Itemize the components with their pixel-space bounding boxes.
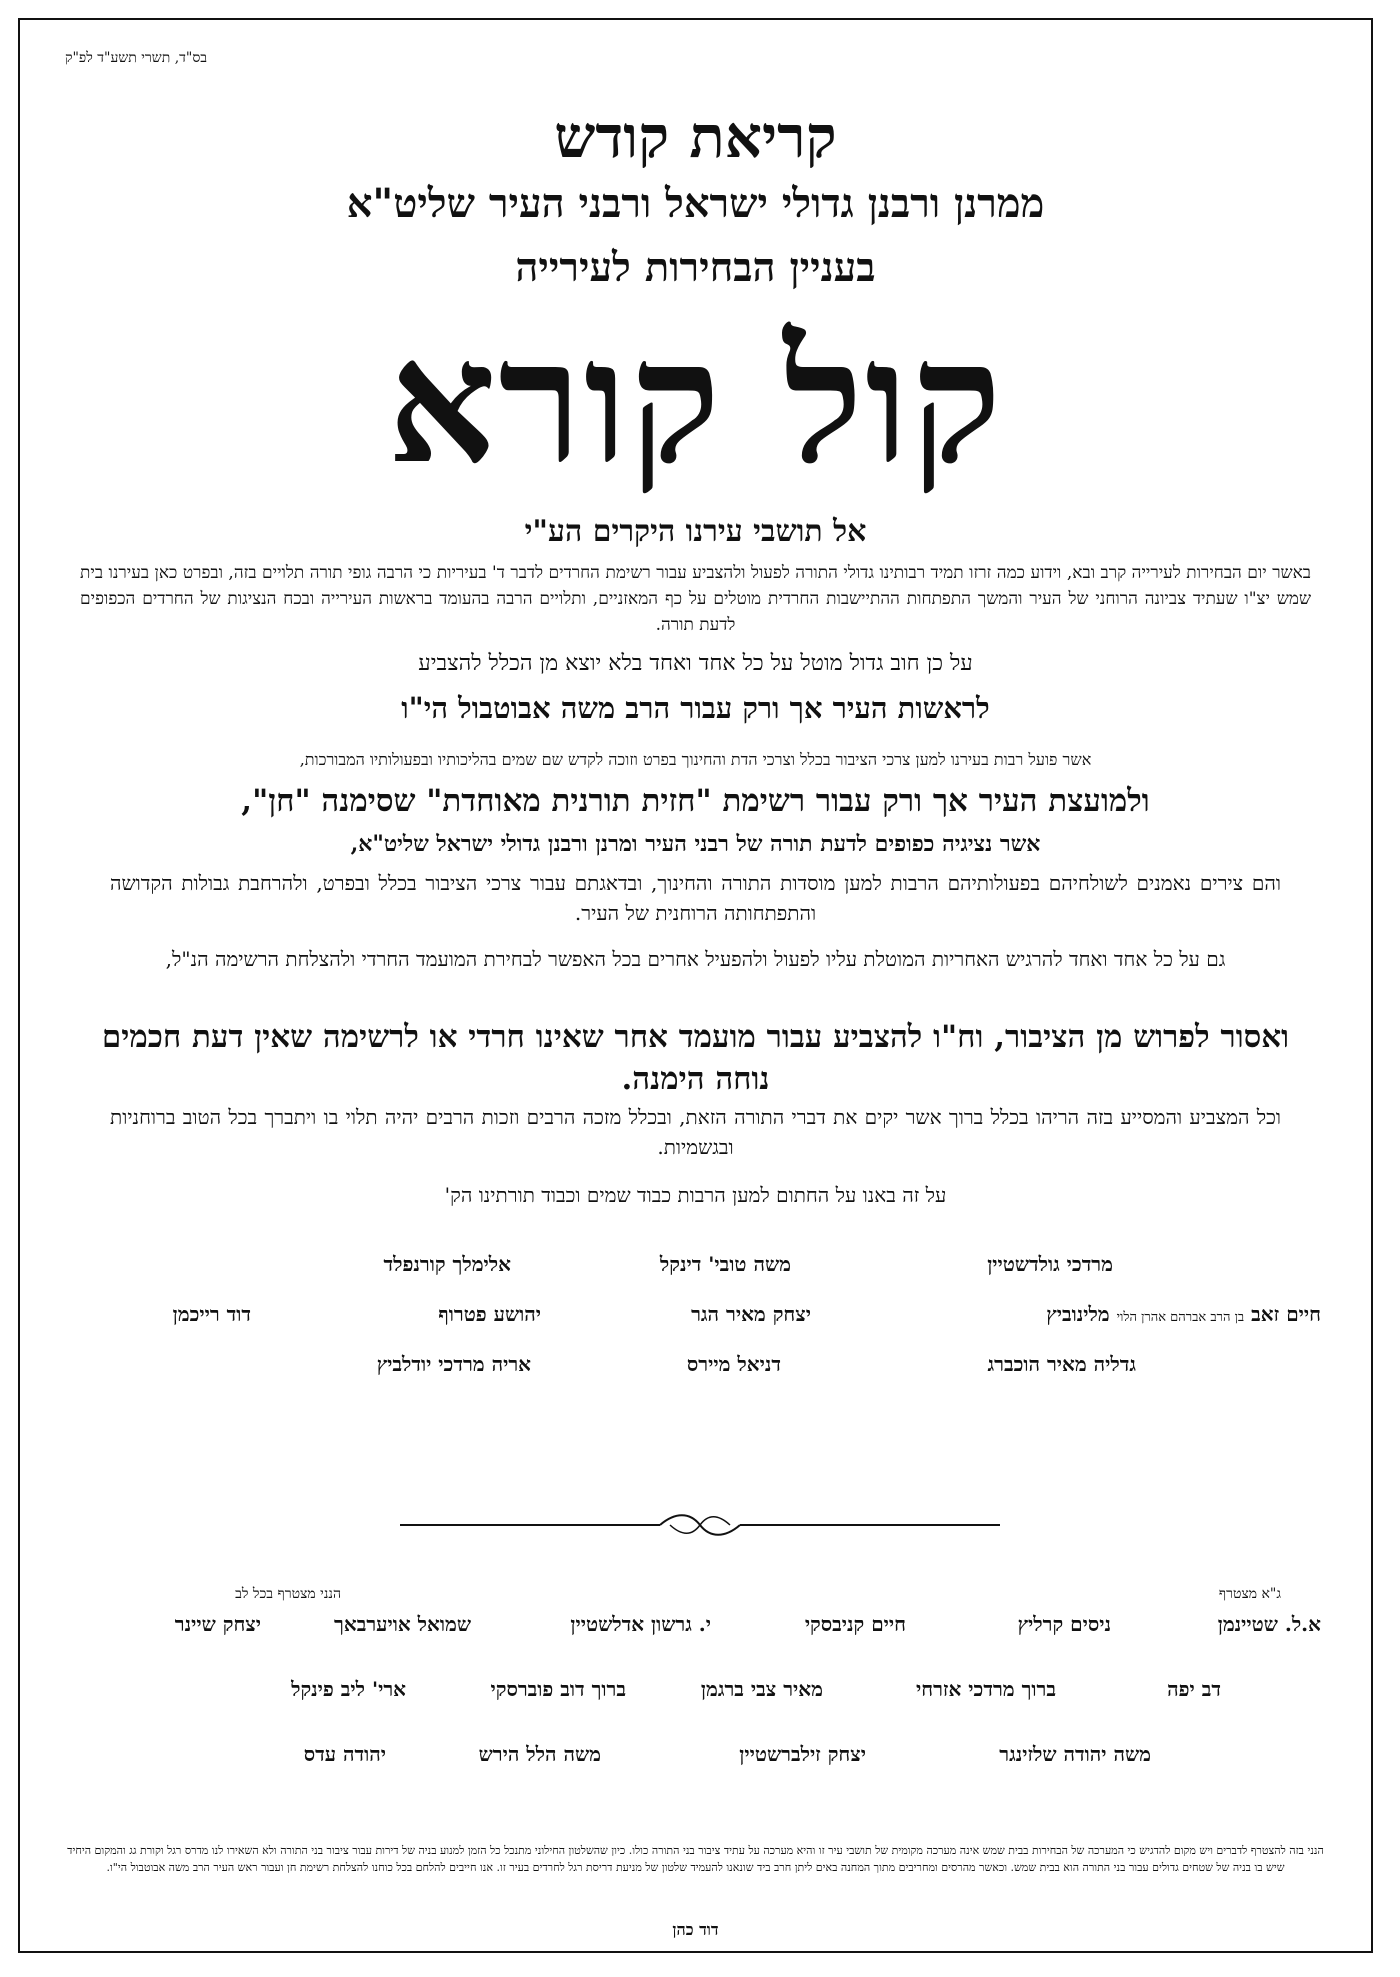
signature: דוד רייכמן [172,1302,251,1326]
signature: משה יהודה שלזינגר [999,1742,1151,1766]
signature: דב יפה [1167,1677,1221,1701]
heading-line-2: ממרנן ורבנן גדולי ישראל ורבני העיר שליט"א [346,180,1045,227]
main-title: קול קורא [387,302,1004,502]
endorsement-note: ג"א מצטרף [1218,1586,1281,1602]
signature: א.ל. שטיינמן [1217,1612,1321,1636]
signature: משה הלל הירש [478,1742,601,1766]
body-paragraph-4: אשר פועל רבות בעירנו למען צרכי הציבור בכלל וצרכי הדת והחינוך בפרט וזוכה לקדש שם שמים בהליכותיו ובפעולותיו המבורכות, [299,750,1092,769]
signature [1046,1302,1321,1327]
body-paragraph-6: אשר נציגיה כפופים לדעת תורה של רבני העיר ומרנן ורבנן גדולי ישראל שליט"א, [350,831,1041,857]
heading-line-3: בעניין הבחירות לעירייה [515,244,876,291]
signature: יהושע פטרוף [438,1302,541,1326]
signature: י. גרשון אדלשטיין [570,1612,711,1636]
signature: יצחק זילברשטיין [739,1742,866,1766]
body-paragraph-7: והם צירים נאמנים לשולחיהם בפעולותיהם הרבות למען מוסדות התורה והחינוך, ובדאגתם עבור צרכי הציבור בכלל ובפרט, ולהרחבת גבולות הקדושה והתפתחותה הרוחנית של העיר. [110,871,1281,925]
ornament-divider [400,1510,1000,1540]
body-paragraph-1: באשר יום הבחירות לעירייה קרב ובא, וידוע כמה זרזו תמיד רבותינו גדולי התורה לפעול ולהצביע עבור רשימת החרדים לדבר ד' בעיריות כי הרבה גופי תורה תלויים בזה, ובפרט כאן בעירנו בית שמש יצ"ו שעתיד צביונה הרוחני של העיר והמשך התפתחות ההתיישבות החרדית מוטלים על כף המאזניים, ותלויים הרבה בהעומד בראשות העירייה ובכח הנציגות של החרדים הכפופים לדעת תורה. [80,563,1311,635]
signature-surname: מלינוביץ [1046,1302,1110,1326]
addressee-line: אל תושבי עירנו היקרים הע"י [524,514,867,549]
signature: דניאל מיירס [686,1352,781,1376]
date-line: בס"ד, תשרי תשע"ד לפ"ק [65,50,208,66]
footer-signature: דוד כהן [672,1920,719,1939]
signature: יצחק שיינר [174,1612,261,1636]
signature: מאיר צבי ברגמן [700,1677,823,1701]
warning-line: ואסור לפרוש מן הציבור, וח"ו להצביע עבור מועמד אחר שאינו חרדי או לרשימה שאין דעת חכמים נוחה הימנה. [101,1019,1290,1097]
body-paragraph-2: על כן חוב גדול מוטל על כל אחד ואחד בלא יוצא מן הכלל להצביע [418,651,973,676]
signature: ניסים קרליץ [1017,1612,1111,1636]
signature: יהודה עדס [303,1742,386,1766]
signature: ארי' ליב פינקל [291,1677,406,1701]
signature-lineage: בן הרב אברהם אהרן הלוי [1116,1310,1245,1325]
endorsement-note: הנני מצטרף בכל לב [235,1586,341,1602]
body-paragraph-10: וכל המצביע והמסייע בזה הריהו בכלל ברוך אשר יקים את דברי התורה הזאת, ובכלל מזכה הרבים וזכות הרבים יהיה תלוי בו ויתברך בכל הטוב ברוחניות ובגשמיות. [110,1105,1281,1159]
signature: משה טובי' דינקל [659,1252,791,1276]
body-paragraph-8: גם על כל אחד ואחד להרגיש האחריות המוטלת עליו לפעול ולהפעיל אחרים בכל האפשר לבחירת המועמד החרדי ולהצלחת הרשימה הנ"ל, [165,947,1226,971]
signature: אריה מרדכי יודלביץ [376,1352,531,1376]
signature: חיים קניבסקי [804,1612,906,1636]
signature: אלימלך קורנפלד [383,1252,511,1276]
signature: ברוך מרדכי אזרחי [916,1677,1056,1701]
signature: מרדכי גולדשטיין [987,1252,1113,1276]
closing-line: על זה באנו על החתום למען הרבות כבוד שמים וכבוד תורתינו הק' [444,1183,947,1207]
heading-line-1: קריאת קודש [554,103,837,171]
signature: יצחק מאיר הגר [691,1302,811,1326]
signature-name: חיים זאב [1251,1302,1321,1326]
mayor-candidate-line: לראשות העיר אך ורק עבור הרב משה אבוטבול הי"ו [401,691,990,725]
signature: גדליה מאיר הוכברג [987,1352,1136,1376]
proclamation-page [18,18,1373,1953]
footer-note: הנני בזה להצטרף לדברים ויש מקום להדגיש כי המערכה של הבחירות בבית שמש אינה מערכה מקומית של תושבי עיר זו והיא מערכה על עתיד ציבור בני התורה כולו. כיון שהשלטון החילוני מתנכל כל הזמן למנוע בניה של דירות עבור ציבור בני התורה ולא השאירו לנו מדרס רגל וקורת גג והמקום היחיד שיש בו בניה של שטחים גדולים עבור בני התורה הוא בבית שמש. וכאשר מהרסים ומחריבים מתוך המחנה באים ליתן חרב ביד שונאנו להעמיד שלטון של מניעת דריסת רגל לחרדים בעיר זו. אנו חייבים להלחם בכל כוחנו להצלחת רשימת חן ועבור ראש העיר הרב משה אבוטבול הי"ו. [67,1844,1324,1874]
council-list-line: ולמועצת העיר אך ורק עבור רשימת "חזית תורנית מאוחדת" שסימנה "חן", [241,783,1150,819]
signature: ברוך דוב פוברסקי [490,1677,626,1701]
signature: שמואל אויערבאך [334,1612,471,1636]
